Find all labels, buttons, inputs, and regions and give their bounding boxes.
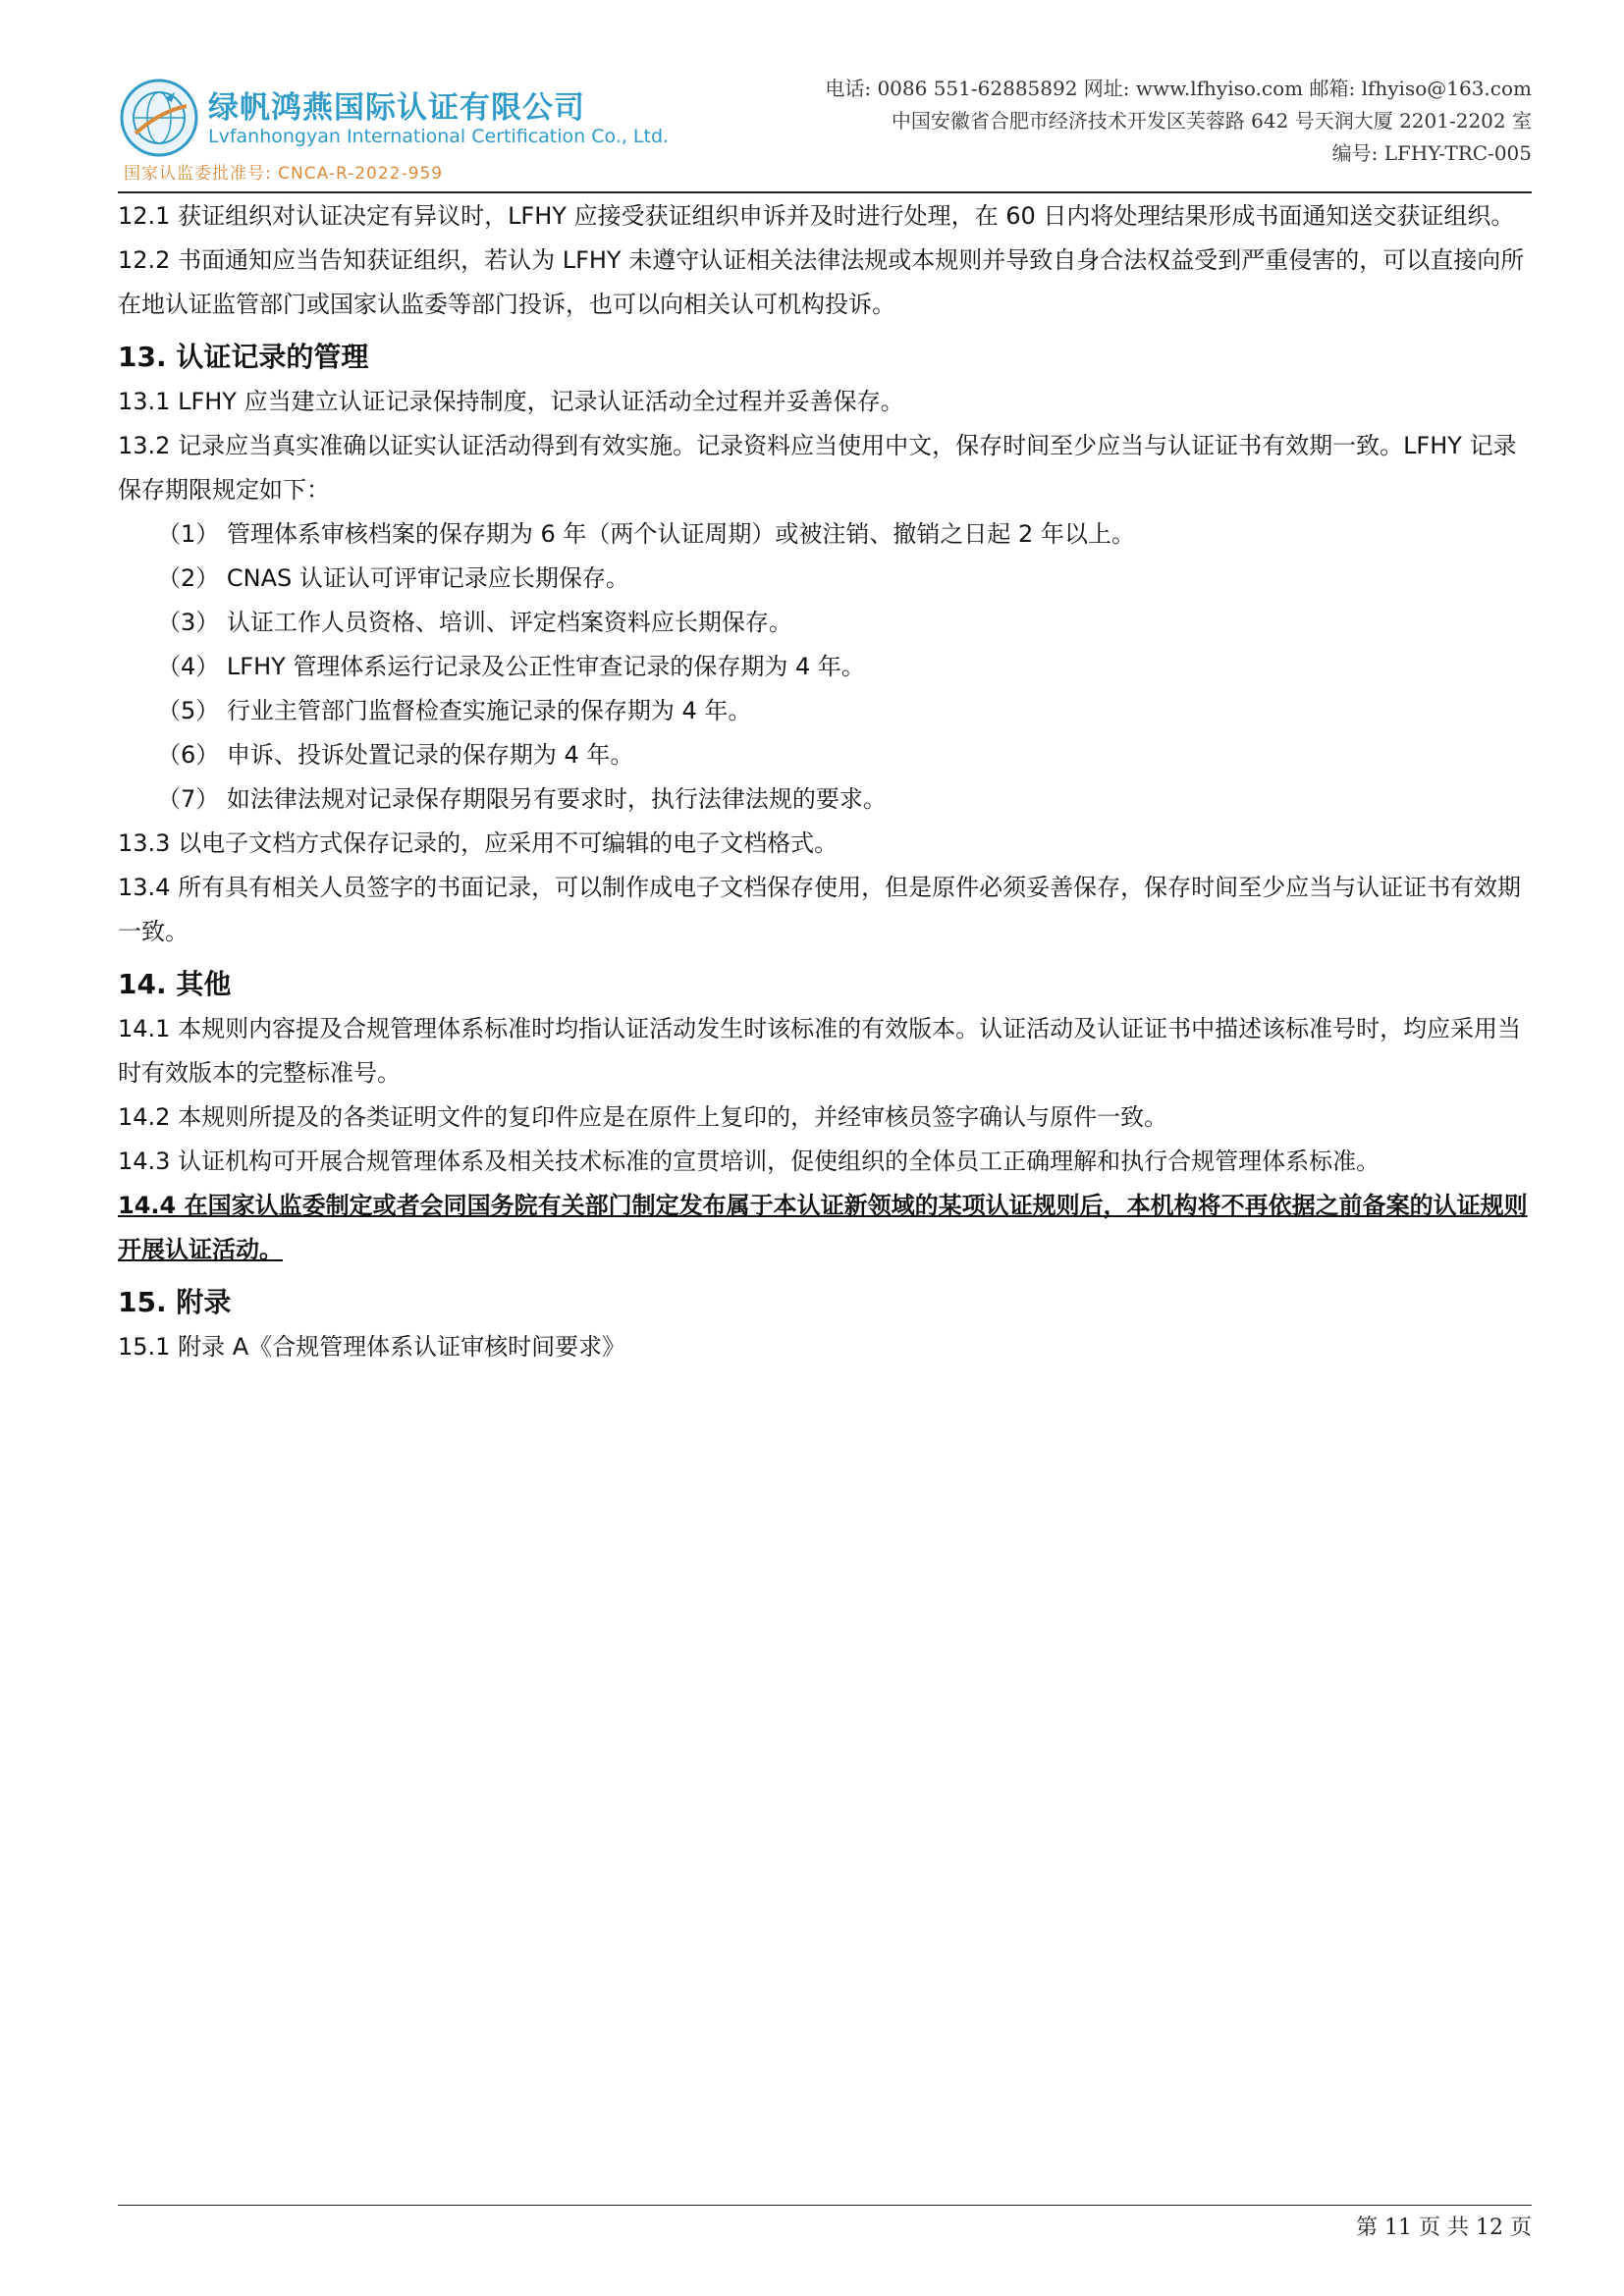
header-divider <box>118 191 1532 193</box>
clause-14-3: 14.3 认证机构可开展合规管理体系及相关技术标准的宣贯培训，促使组织的全体员工正确理解和执行合规管理体系标准。 <box>118 1148 1380 1175</box>
globe-logo-icon <box>118 77 200 159</box>
section-14-heading: 14. 其他 <box>118 968 232 1000</box>
company-name-cn: 绿帆鸿燕国际认证有限公司 <box>208 90 585 126</box>
document-number: 编号: LFHY-TRC-005 <box>1331 141 1532 165</box>
contact-line: 电话: 0086 551-62885892 网址: www.lfhyiso.com 邮箱: lfhyiso@163.com <box>825 77 1532 100</box>
clause-12-1: 12.1 获证组织对认证决定有异议时，LFHY 应接受获证组织申诉并及时进行处理，在 60 日内将处理结果形成书面通知送交获证组织。 <box>118 202 1515 230</box>
clause-13-3: 13.3 以电子文档方式保存记录的，应采用不可编辑的电子文档格式。 <box>118 829 839 857</box>
clause-13-4: 13.4 所有具有相关人员签字的书面记录，可以制作成电子文档保存使用，但是原件必须妥善保存，保存时间至少应当与认证证书有效期一致。 <box>118 874 1522 945</box>
clause-14-2: 14.2 本规则所提及的各类证明文件的复印件应是在原件上复印的，并经审核员签字确认与原件一致。 <box>118 1103 1168 1131</box>
list-item: （1） 管理体系审核档案的保存期为 6 年（两个认证周期）或被注销、撤销之日起 2 年以上。 <box>157 520 1135 548</box>
clause-12-2: 12.2 书面通知应当告知获证组织，若认为 LFHY 未遵守认证相关法律法规或本规则并导致自身合法权益受到严重侵害的，可以直接向所在地认证监管部门或国家认监委等部门投诉，也可以向相关认可机构投诉。 <box>118 246 1525 318</box>
footer-divider <box>118 2205 1532 2206</box>
list-item: （2） CNAS 认证认可评审记录应长期保存。 <box>157 564 629 592</box>
section-13-heading: 13. 认证记录的管理 <box>118 341 369 373</box>
contact-block <box>825 73 1532 170</box>
address-line: 中国安徽省合肥市经济技术开发区芙蓉路 642 号天润大厦 2201-2202 室 <box>891 109 1532 133</box>
clause-15-1: 15.1 附录 A《合规管理体系认证审核时间要求》 <box>118 1333 626 1361</box>
clause-14-1: 14.1 本规则内容提及合规管理体系标准时均指认证活动发生时该标准的有效版本。认证活动及认证证书中描述该标准号时，均应采用当时有效版本的完整标准号。 <box>118 1015 1522 1087</box>
page-number: 第 11 页 共 12 页 <box>1356 2216 1532 2240</box>
document-body <box>118 194 1532 1369</box>
section-15-heading: 15. 附录 <box>118 1286 232 1318</box>
list-item: （6） 申诉、投诉处置记录的保存期为 4 年。 <box>157 741 634 769</box>
list-item: （7） 如法律法规对记录保存期限另有要求时，执行法律法规的要求。 <box>157 785 887 813</box>
company-name-en: Lvfanhongyan International Certification Co., Ltd. <box>208 126 670 147</box>
clause-13-2: 13.2 记录应当真实准确以证实认证活动得到有效实施。记录资料应当使用中文，保存时间至少应当与认证证书有效期一致。LFHY 记录保存期限规定如下： <box>118 432 1517 504</box>
letterhead <box>118 73 1532 187</box>
company-logo <box>118 73 670 187</box>
list-item: （3） 认证工作人员资格、培训、评定档案资料应长期保存。 <box>157 609 792 636</box>
approval-number: 国家认监委批准号: CNCA-R-2022-959 <box>124 164 444 184</box>
list-item: （4） LFHY 管理体系运行记录及公正性审查记录的保存期为 4 年。 <box>157 653 865 680</box>
clause-13-1: 13.1 LFHY 应当建立认证记录保持制度，记录认证活动全过程并妥善保存。 <box>118 388 904 415</box>
clause-14-4: 14.4 在国家认监委制定或者会同国务院有关部门制定发布属于本认证新领域的某项认证规则后，本机构将不再依据之前备案的认证规则开展认证活动。 <box>118 1192 1528 1263</box>
list-item: （5） 行业主管部门监督检查实施记录的保存期为 4 年。 <box>157 697 752 724</box>
